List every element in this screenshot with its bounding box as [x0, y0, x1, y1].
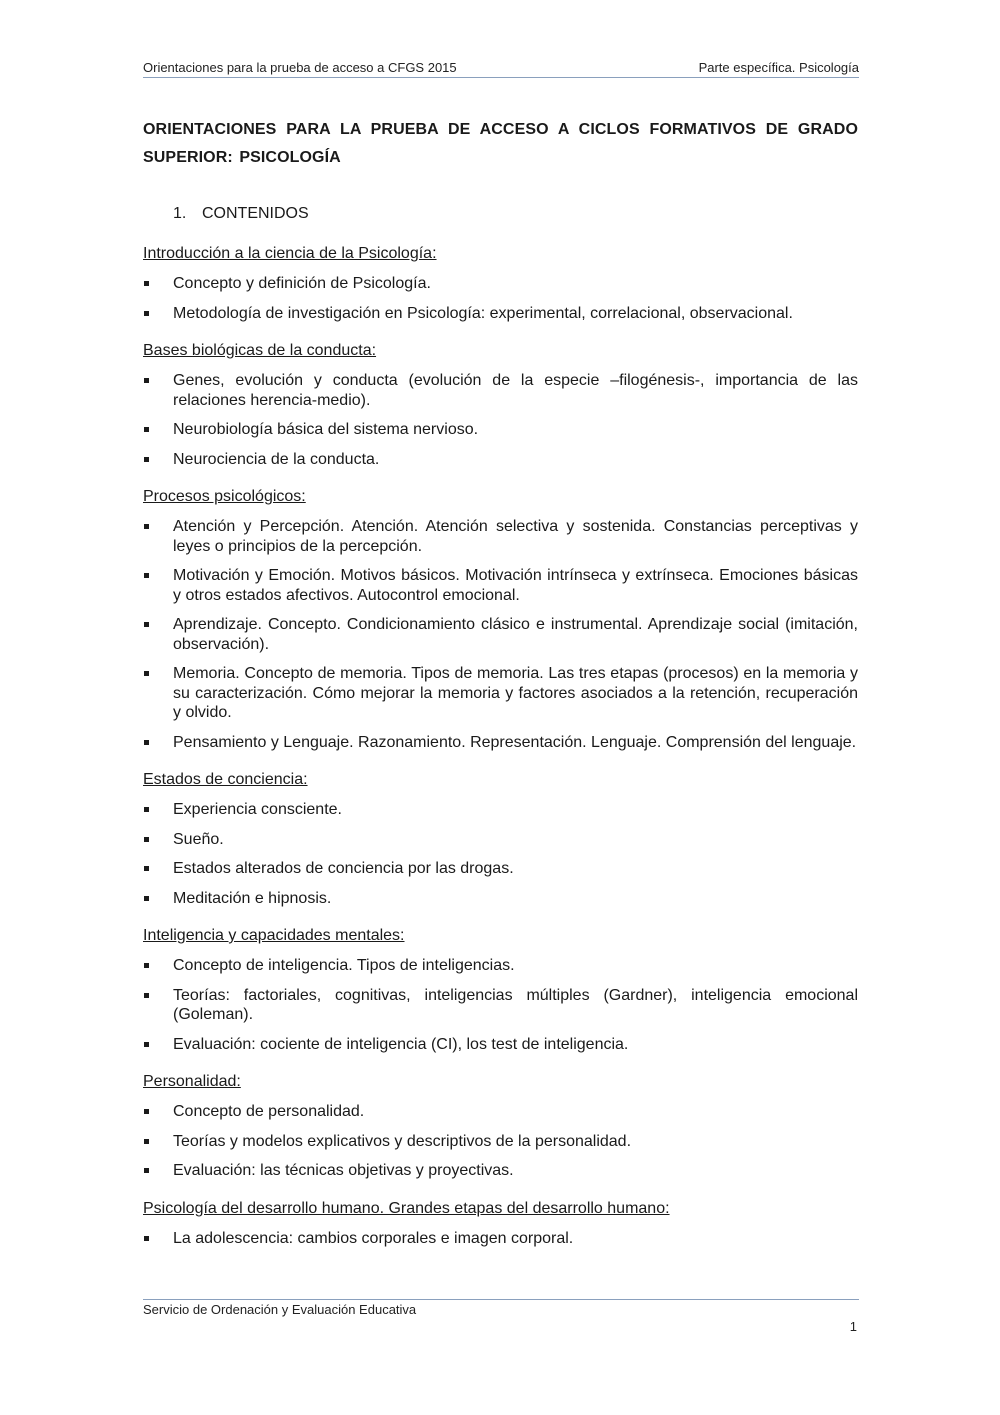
list-item [143, 304, 858, 324]
group-heading: Bases biológicas de la conducta: [143, 342, 377, 359]
bullet-list [143, 517, 858, 752]
list-item-text: Teorías: factoriales, cognitivas, inteligencias múltiples (Gardner), inteligencia emocional (Goleman). [173, 986, 858, 1023]
content-group [143, 926, 858, 1054]
content-group [143, 1199, 858, 1249]
content-group [143, 1072, 858, 1181]
page-footer [143, 1299, 859, 1334]
bullet-list [143, 1102, 858, 1181]
list-item [143, 450, 858, 470]
list-item-text: Neurobiología básica del sistema nervioso. [173, 421, 479, 438]
list-item-text: Concepto de personalidad. [173, 1103, 365, 1120]
list-item [143, 1132, 858, 1152]
page-number: 1 [849, 1319, 857, 1334]
list-item-text: Teorías y modelos explicativos y descriptivos de la personalidad. [173, 1132, 632, 1150]
list-item-text: Neurociencia de la conducta. [173, 450, 380, 468]
list-item [143, 664, 858, 723]
group-heading: Introducción a la ciencia de la Psicología: [143, 245, 437, 262]
content-group [143, 341, 858, 469]
square-bullet-icon [144, 671, 149, 676]
square-bullet-icon [144, 740, 149, 745]
list-item-text: Meditación e hipnosis. [173, 889, 332, 907]
section-number: 1. [173, 205, 187, 222]
bullet-list [143, 1229, 858, 1249]
bullet-list [143, 371, 858, 469]
group-heading: Procesos psicológicos: [143, 488, 306, 505]
square-bullet-icon [144, 963, 149, 968]
content-group [143, 770, 858, 908]
square-bullet-icon [144, 378, 149, 383]
list-item-text: Memoria. Concepto de memoria. Tipos de memoria. Las tres etapas (procesos) en la memoria y su caracterización. Cómo mejorar la memoria y factores asociados a la retención, recuperación y olvido. [173, 665, 858, 721]
list-item-text: Evaluación: las técnicas objetivas y proyectivas. [173, 1162, 514, 1179]
list-item [143, 566, 858, 605]
square-bullet-icon [144, 896, 149, 901]
list-item [143, 1161, 858, 1181]
group-heading: Psicología del desarrollo humano. Grandes etapas del desarrollo humano: [143, 1199, 670, 1217]
list-item [143, 371, 858, 410]
footer-organization: Servicio de Ordenación y Evaluación Educativa [143, 1302, 417, 1317]
list-item [143, 889, 858, 909]
list-item [143, 615, 858, 654]
square-bullet-icon [144, 427, 149, 432]
document-body [143, 116, 858, 1258]
square-bullet-icon [144, 807, 149, 812]
square-bullet-icon [144, 993, 149, 998]
square-bullet-icon [144, 622, 149, 627]
square-bullet-icon [144, 1109, 149, 1114]
list-item-text: Metodología de investigación en Psicología: experimental, correlacional, observacional. [173, 304, 793, 322]
group-heading: Personalidad: [143, 1073, 241, 1090]
list-item-text: Motivación y Emoción. Motivos básicos. Motivación intrínseca y extrínseca. Emociones básicas y otros estados afectivos. Autocontrol emocional. [173, 567, 858, 604]
square-bullet-icon [144, 457, 149, 462]
section-heading-contenidos [143, 204, 858, 224]
page-header [143, 59, 859, 78]
document-title-line-2: SUPERIOR: PSICOLOGÍA [143, 149, 341, 166]
list-item [143, 986, 858, 1025]
content-group [143, 487, 858, 752]
group-heading: Estados de conciencia: [143, 771, 308, 788]
list-item [143, 274, 858, 294]
list-item-text: Evaluación: cociente de inteligencia (CI), los test de inteligencia. [173, 1035, 629, 1053]
square-bullet-icon [144, 524, 149, 529]
bullet-list [143, 956, 858, 1054]
list-item-text: Genes, evolución y conducta (evolución de la especie –filogénesis-, importancia de las relaciones herencia-medio). [173, 372, 858, 409]
header-document-title: Orientaciones para la prueba de acceso a CFGS 2015 [143, 60, 457, 75]
list-item-text: Pensamiento y Lenguaje. Razonamiento. Representación. Lenguaje. Comprensión del lenguaje. [173, 733, 857, 751]
square-bullet-icon [144, 1139, 149, 1144]
square-bullet-icon [144, 866, 149, 871]
list-item [143, 733, 858, 753]
square-bullet-icon [144, 281, 149, 286]
square-bullet-icon [144, 311, 149, 316]
section-label: CONTENIDOS [202, 205, 309, 222]
document-title [143, 116, 858, 172]
square-bullet-icon [144, 1042, 149, 1047]
list-item [143, 1229, 858, 1249]
square-bullet-icon [144, 837, 149, 842]
list-item [143, 517, 858, 556]
group-heading: Inteligencia y capacidades mentales: [143, 927, 405, 944]
list-item-text: Experiencia consciente. [173, 801, 342, 818]
square-bullet-icon [144, 1236, 149, 1241]
list-item [143, 1102, 858, 1122]
list-item-text: Concepto y definición de Psicología. [173, 275, 431, 292]
bullet-list [143, 800, 858, 908]
list-item-text: Concepto de inteligencia. Tipos de inteligencias. [173, 957, 515, 974]
header-section-label: Parte específica. Psicología [698, 60, 859, 75]
list-item-text: Atención y Percepción. Atención. Atención selectiva y sostenida. Constancias perceptivas y leyes o principios de la percepción. [173, 518, 858, 555]
list-item-text: Sueño. [173, 830, 224, 848]
list-item-text: Estados alterados de conciencia por las drogas. [173, 860, 514, 877]
list-item [143, 800, 858, 820]
list-item [143, 830, 858, 850]
list-item [143, 859, 858, 879]
list-item [143, 420, 858, 440]
list-item [143, 1035, 858, 1055]
document-title-line-1: ORIENTACIONES PARA LA PRUEBA DE ACCESO A CICLOS FORMATIVOS DE GRADO [143, 121, 858, 138]
list-item-text: Aprendizaje. Concepto. Condicionamiento clásico e instrumental. Aprendizaje social (imitación, observación). [173, 616, 858, 653]
content-groups [143, 244, 858, 1248]
list-item-text: La adolescencia: cambios corporales e imagen corporal. [173, 1229, 574, 1247]
list-item [143, 956, 858, 976]
square-bullet-icon [144, 573, 149, 578]
bullet-list [143, 274, 858, 323]
content-group [143, 244, 858, 323]
square-bullet-icon [144, 1168, 149, 1173]
